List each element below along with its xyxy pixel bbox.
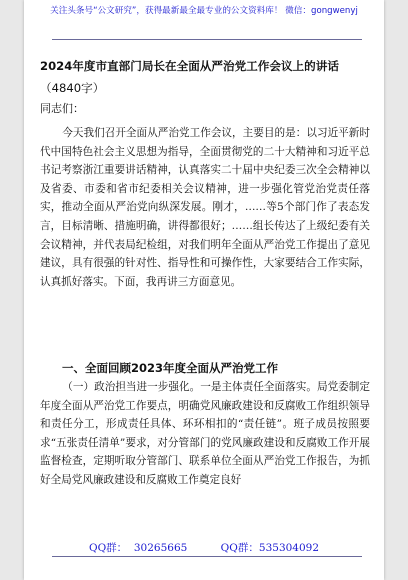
header-divider [52, 39, 362, 40]
document-page [24, 0, 384, 580]
salutation: 同志们： [40, 102, 84, 115]
footer-divider [52, 556, 362, 557]
footer-contact: QQ群： 30265665 QQ群：535304092 [88, 542, 320, 554]
document-title: 2024年度市直部门局长在全面从严治党工作会议上的讲话 [40, 59, 339, 73]
word-count: （4840字） [40, 81, 105, 95]
section-heading-1: 一、全面回顾2023年度全面从严治党工作 [62, 361, 279, 375]
paragraph-intro: 今天我们召开全面从严治党工作会议，主要目的是：以习近平新时代中国特色社会主义思想为指导，全面贯彻党的二十大精神和习近平总书记考察浙江重要讲话精神，认真落实二十届中央纪委三次全会精神以及省委、市委和省市纪委相关会议精神，进一步强化管党治党责任落实，推动全面从严治党向纵深发展。刚才，……等5个部门作了表态发言，目标清晰、措施明确，讲得都很好；……组长传达了上级纪委有关会议精神，并代表局纪检组，对我们明年全面从严治党工作提出了意见建议，具有很强的针对性、指导性和可操作性，大家要结合工作实际，认真抓好落实。下面，我再讲三方面意见。 [40, 127, 370, 288]
promo-banner: 关注头条号“公文研究”，获得最新最全最专业的公文资料库！ 微信：gongwenyj [50, 6, 358, 16]
paragraph-political-responsibility: （一）政治担当进一步强化。一是主体责任全面落实。局党委制定年度全面从严治党工作要点，明确党风廉政建设和反腐败工作组织领导和责任分工，形成责任具体、环环相扣的“责任链”。班子成员按照要求“五张责任清单”要求，对分管部门的党风廉政建设和反腐败工作开展监督检查，定期听取分管部门、联系单位全面从严治党工作报告，为抓好全局党风廉政建设和反腐败工作奠定良好 [40, 381, 370, 486]
